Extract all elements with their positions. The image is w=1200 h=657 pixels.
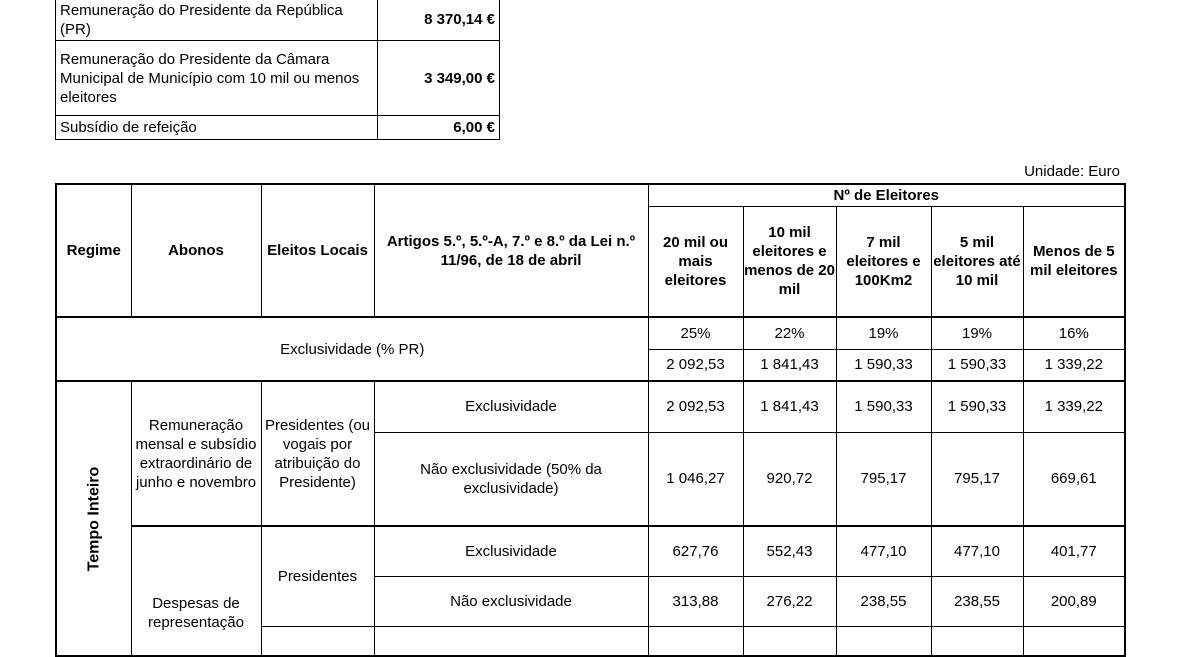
value-cell: 795,17 — [836, 432, 931, 526]
value-cell: 552,43 — [743, 526, 836, 576]
table-row — [56, 381, 1125, 432]
row-label: Exclusividade — [374, 526, 648, 576]
value-cell: 1 590,33 — [931, 381, 1023, 432]
empty-cell — [836, 626, 931, 656]
header-eleitos: Eleitos Locais — [261, 184, 374, 317]
header-artigos: Artigos 5.º, 5.º-A, 7.º e 8.º da Lei n.º 11/96, de 18 de abril — [374, 184, 648, 317]
percent-cell: 16% — [1023, 317, 1125, 349]
value-cell: 238,55 — [836, 576, 931, 626]
eleitos-cell: Presidentes (ou vogais por atribuição do Presidente) — [261, 381, 374, 526]
summary-label: Subsídio de refeição — [56, 116, 378, 140]
header-col: Menos de 5 mil eleitores — [1023, 206, 1125, 317]
table-row — [56, 526, 1125, 576]
value-cell: 1 590,33 — [931, 349, 1023, 381]
summary-value: 8 370,14 € — [378, 0, 500, 41]
value-cell: 401,77 — [1023, 526, 1125, 576]
eleitos-cell: Presidentes — [261, 526, 374, 626]
table-row — [56, 317, 1125, 349]
exclusividade-pr-label: Exclusividade (% PR) — [56, 317, 648, 381]
regime-label: Tempo Inteiro — [85, 466, 103, 571]
value-cell: 1 046,27 — [648, 432, 743, 526]
value-cell: 477,10 — [836, 526, 931, 576]
value-cell: 1 339,22 — [1023, 349, 1125, 381]
header-col: 7 mil eleitores e 100Km2 — [836, 206, 931, 317]
value-cell: 313,88 — [648, 576, 743, 626]
summary-value: 6,00 € — [378, 116, 500, 140]
remuneration-table — [55, 183, 1126, 657]
abono-cell: Remuneração mensal e subsídio extraordinário de junho e novembro — [131, 381, 261, 526]
value-cell: 920,72 — [743, 432, 836, 526]
value-cell: 276,22 — [743, 576, 836, 626]
summary-label: Remuneração do Presidente da República (PR) — [56, 0, 378, 41]
percent-cell: 25% — [648, 317, 743, 349]
summary-row — [56, 116, 500, 140]
value-cell: 795,17 — [931, 432, 1023, 526]
header-col: 5 mil eleitores até 10 mil — [931, 206, 1023, 317]
row-label: Não exclusividade (50% da exclusividade) — [374, 432, 648, 526]
percent-cell: 22% — [743, 317, 836, 349]
summary-value: 3 349,00 € — [378, 41, 500, 116]
summary-table — [55, 0, 500, 140]
value-cell: 200,89 — [1023, 576, 1125, 626]
value-cell: 1 841,43 — [743, 349, 836, 381]
empty-cell — [743, 626, 836, 656]
value-cell: 2 092,53 — [648, 349, 743, 381]
header-regime: Regime — [56, 184, 131, 317]
empty-cell — [931, 626, 1023, 656]
summary-row — [56, 0, 500, 41]
value-cell: 1 841,43 — [743, 381, 836, 432]
empty-cell — [648, 626, 743, 656]
row-label: Exclusividade — [374, 381, 648, 432]
value-cell: 2 092,53 — [648, 381, 743, 432]
empty-cell — [1023, 626, 1125, 656]
percent-cell: 19% — [931, 317, 1023, 349]
value-cell: 238,55 — [931, 576, 1023, 626]
value-cell: 627,76 — [648, 526, 743, 576]
header-group-eleitores: Nº de Eleitores — [648, 184, 1125, 206]
header-col: 20 mil ou mais eleitores — [648, 206, 743, 317]
row-label: Não exclusividade — [374, 576, 648, 626]
value-cell: 1 339,22 — [1023, 381, 1125, 432]
value-cell: 1 590,33 — [836, 349, 931, 381]
header-col: 10 mil eleitores e menos de 20 mil — [743, 206, 836, 317]
value-cell: 669,61 — [1023, 432, 1125, 526]
abono-cell: Despesas de representação — [131, 526, 261, 656]
regime-cell — [56, 381, 131, 656]
empty-cell — [261, 626, 374, 656]
value-cell: 477,10 — [931, 526, 1023, 576]
unit-label: Unidade: Euro — [1024, 163, 1120, 180]
summary-label: Remuneração do Presidente da Câmara Municipal de Município com 10 mil ou menos eleitores — [56, 41, 378, 116]
summary-row — [56, 41, 500, 116]
empty-cell — [374, 626, 648, 656]
value-cell: 1 590,33 — [836, 381, 931, 432]
header-abonos: Abonos — [131, 184, 261, 317]
percent-cell: 19% — [836, 317, 931, 349]
